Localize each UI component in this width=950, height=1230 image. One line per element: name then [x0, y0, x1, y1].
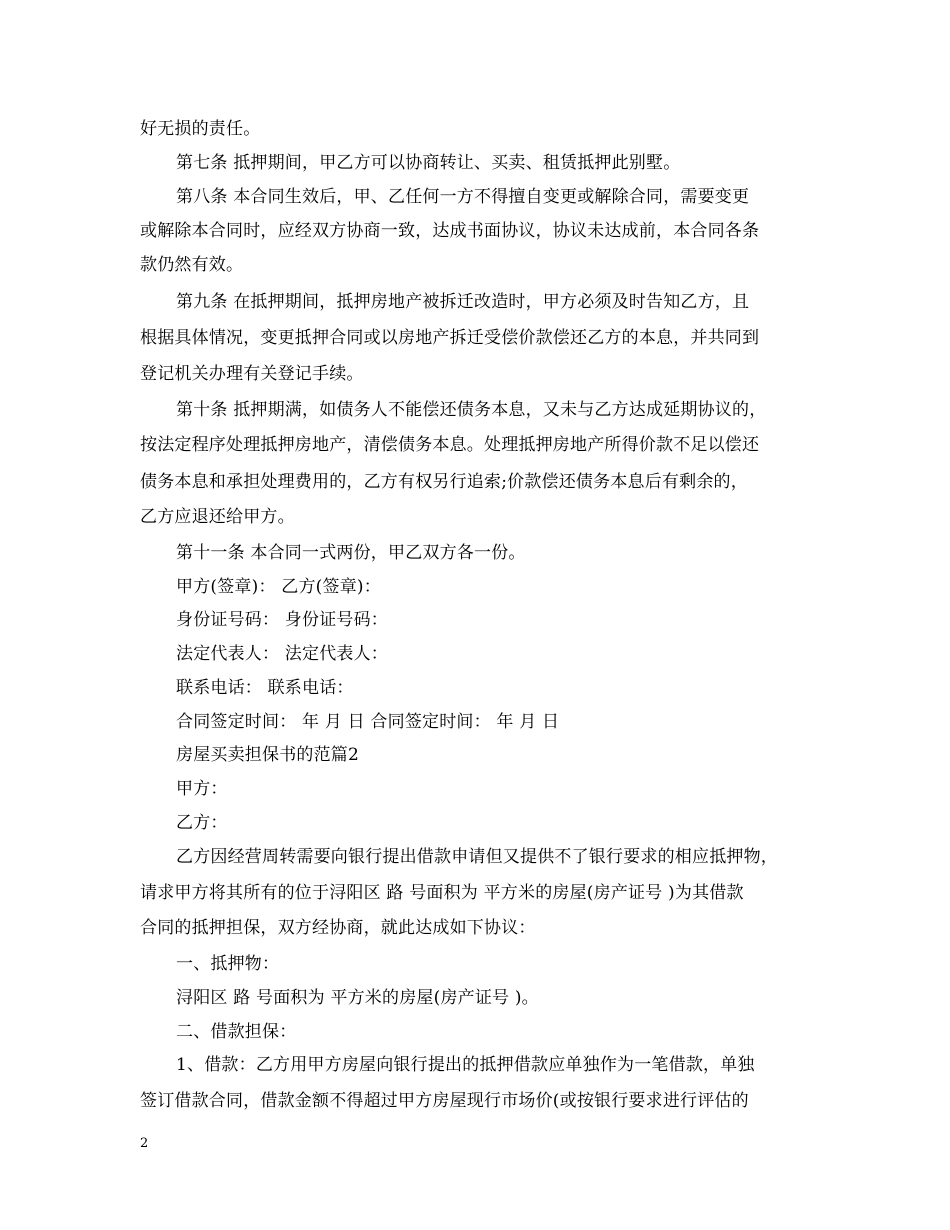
- text-line: 二、借款担保：: [176, 1022, 297, 1042]
- text-line: 第七条 抵押期间，甲乙方可以协商转让、买卖、租赁抵押此别墅。: [176, 153, 681, 173]
- text-line: 债务本息和承担处理费用的，乙方有权另行追索;价款偿还债务本息后有剩余的，: [140, 472, 748, 492]
- text-line: 签订借款合同，借款金额不得超过甲方房屋现行市场价(或按银行要求进行评估的: [140, 1091, 749, 1111]
- text-line: 浔阳区 路 号面积为 平方米的房屋(房产证号 )。: [176, 988, 539, 1008]
- text-line: 合同签定时间： 年 月 日 合同签定时间： 年 月 日: [176, 712, 560, 732]
- text-line: 按法定程序处理抵押房地产，清偿债务本息。处理抵押房地产所得价款不足以偿还: [140, 435, 760, 455]
- text-line: 乙方因经营周转需要向银行提出借款申请但又提供不了银行要求的相应抵押物，: [176, 847, 778, 867]
- text-line: 或解除本合同时，应经双方协商一致，达成书面协议，协议未达成前，本合同各条: [140, 221, 760, 241]
- text-line: 好无损的责任。: [140, 119, 261, 139]
- text-line: 合同的抵押担保，双方经协商，就此达成如下协议：: [140, 918, 536, 938]
- text-line: 乙方应退还给甲方。: [140, 507, 295, 527]
- text-line: 款仍然有效。: [140, 255, 244, 275]
- text-line: 第十一条 本合同一式两份，甲乙双方各一份。: [176, 543, 526, 563]
- text-line: 乙方：: [176, 813, 228, 833]
- text-line: 一、抵押物：: [176, 954, 280, 974]
- text-line: 法定代表人： 法定代表人：: [176, 644, 389, 664]
- text-line: 甲方(签章)： 乙方(签章)：: [176, 577, 381, 597]
- text-line: 登记机关办理有关登记手续。: [140, 364, 364, 384]
- section-heading: 房屋买卖担保书的范篇2: [176, 745, 360, 765]
- text-line: 第九条 在抵押期间，抵押房地产被拆迁改造时，甲方必须及时告知乙方，且: [176, 292, 750, 312]
- text-line: 甲方：: [176, 779, 228, 799]
- text-line: 联系电话： 联系电话：: [176, 678, 354, 698]
- page-number: 2: [140, 1136, 149, 1151]
- text-line: 第十条 抵押期满，如债务人不能偿还债务本息，又未与乙方达成延期协议的，: [176, 400, 767, 420]
- text-line: 根据具体情况，变更抵押合同或以房地产拆迁受偿价款偿还乙方的本息，并共同到: [140, 328, 760, 348]
- text-line: 1、借款：乙方用甲方房屋向银行提出的抵押借款应单独作为一笔借款，单独: [176, 1055, 755, 1075]
- text-line: 第八条 本合同生效后，甲、乙任何一方不得擅自变更或解除合同，需要变更: [176, 187, 750, 207]
- text-line: 身份证号码： 身份证号码：: [176, 610, 389, 630]
- text-line: 请求甲方将其所有的位于浔阳区 路 号面积为 平方米的房屋(房产证号 )为其借款: [140, 883, 744, 903]
